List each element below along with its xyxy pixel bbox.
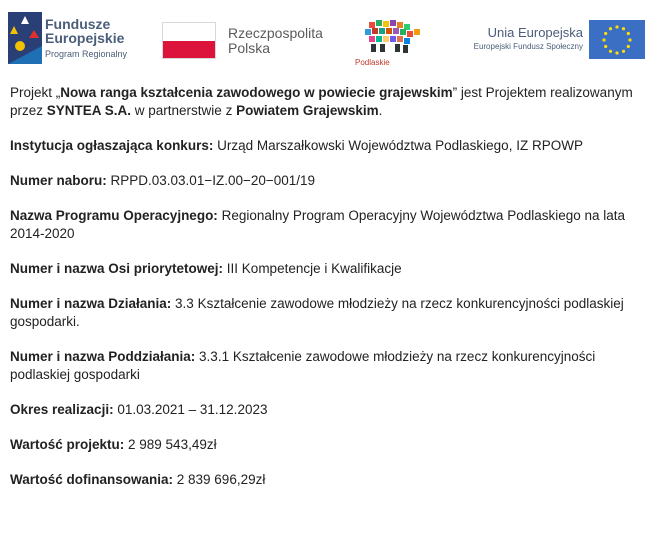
field-label: Wartość dofinansowania: bbox=[10, 472, 174, 487]
field-funding-value bbox=[10, 471, 640, 489]
podlaskie-logo bbox=[355, 16, 430, 68]
intro-paragraph bbox=[10, 84, 640, 120]
fundusze-line3: Program Regionalny bbox=[45, 49, 128, 59]
field-institution bbox=[10, 137, 640, 155]
field-label: Okres realizacji: bbox=[10, 402, 114, 417]
field-label: Numer i nazwa Działania: bbox=[10, 296, 172, 311]
field-project-value bbox=[10, 436, 640, 454]
ue-line2: Europejski Fundusz Społeczny bbox=[473, 42, 583, 51]
field-label: Numer i nazwa Osi priorytetowej: bbox=[10, 261, 224, 276]
field-value: 3.3 Kształcenie zawodowe młodzieży na rzecz konkurencyjności podlaskiej gospodarki. bbox=[10, 296, 624, 329]
field-value: III Kompetencje i Kwalifikacje bbox=[223, 261, 402, 276]
fundusze-line2: Europejskie bbox=[45, 30, 125, 46]
field-measure bbox=[10, 295, 640, 331]
field-priority-axis bbox=[10, 260, 640, 278]
project-info bbox=[10, 84, 640, 506]
field-value: 2 839 696,29zł bbox=[173, 472, 266, 487]
intro-text-2: ” jest Projektem realizowanym przez bbox=[10, 85, 633, 118]
project-title: Nowa ranga kształcenia zawodowego w powiecie grajewskim bbox=[60, 85, 453, 100]
field-value: 3.3.1 Kształcenie zawodowe młodzieży na rzecz konkurencyjności podlaskiej gospodarki bbox=[10, 349, 596, 382]
fundusze-line1: Fundusze bbox=[45, 16, 111, 32]
company-name: SYNTEA S.A. bbox=[46, 103, 132, 118]
field-program-name bbox=[10, 207, 640, 243]
podlaskie-bison-icon bbox=[355, 16, 430, 58]
field-period bbox=[10, 401, 640, 419]
field-label: Numer naboru: bbox=[10, 173, 107, 188]
fundusze-europejskie-icon bbox=[8, 12, 42, 64]
intro-text-4: . bbox=[378, 103, 383, 118]
field-submeasure bbox=[10, 348, 640, 384]
field-label: Numer i nazwa Poddziałania: bbox=[10, 349, 196, 364]
field-label: Nazwa Programu Operacyjnego: bbox=[10, 208, 218, 223]
unia-europejska-logo bbox=[470, 20, 645, 65]
intro-text-3: w partnerstwie z bbox=[131, 103, 237, 118]
partner-name: Powiatem Grajewskim bbox=[236, 103, 379, 118]
fundusze-europejskie-logo bbox=[8, 12, 158, 64]
ue-line1: Unia Europejska bbox=[487, 25, 583, 40]
field-value: 2 989 543,49zł bbox=[124, 437, 217, 452]
field-value: RPPD.03.03.01−IZ.00−20−001/19 bbox=[106, 173, 316, 188]
intro-text-1: Projekt „ bbox=[10, 85, 61, 100]
rzeczpospolita-logo bbox=[162, 22, 327, 62]
field-value: Urząd Marszałkowski Województwa Podlaskiego, IZ RPOWP bbox=[213, 138, 583, 153]
field-label: Wartość projektu: bbox=[10, 437, 125, 452]
logo-bar bbox=[0, 0, 652, 76]
rzeczpospolita-line1: Rzeczpospolita bbox=[228, 25, 323, 41]
polish-flag-icon bbox=[162, 22, 216, 59]
field-label: Instytucja ogłaszająca konkurs: bbox=[10, 138, 214, 153]
eu-flag-icon bbox=[589, 20, 645, 59]
podlaskie-caption: Podlaskie bbox=[355, 58, 390, 67]
field-call-number bbox=[10, 172, 640, 190]
field-value: Regionalny Program Operacyjny Województwa Podlaskiego na lata 2014-2020 bbox=[10, 208, 626, 241]
rzeczpospolita-line2: Polska bbox=[228, 40, 271, 56]
field-value: 01.03.2021 – 31.12.2023 bbox=[113, 402, 268, 417]
